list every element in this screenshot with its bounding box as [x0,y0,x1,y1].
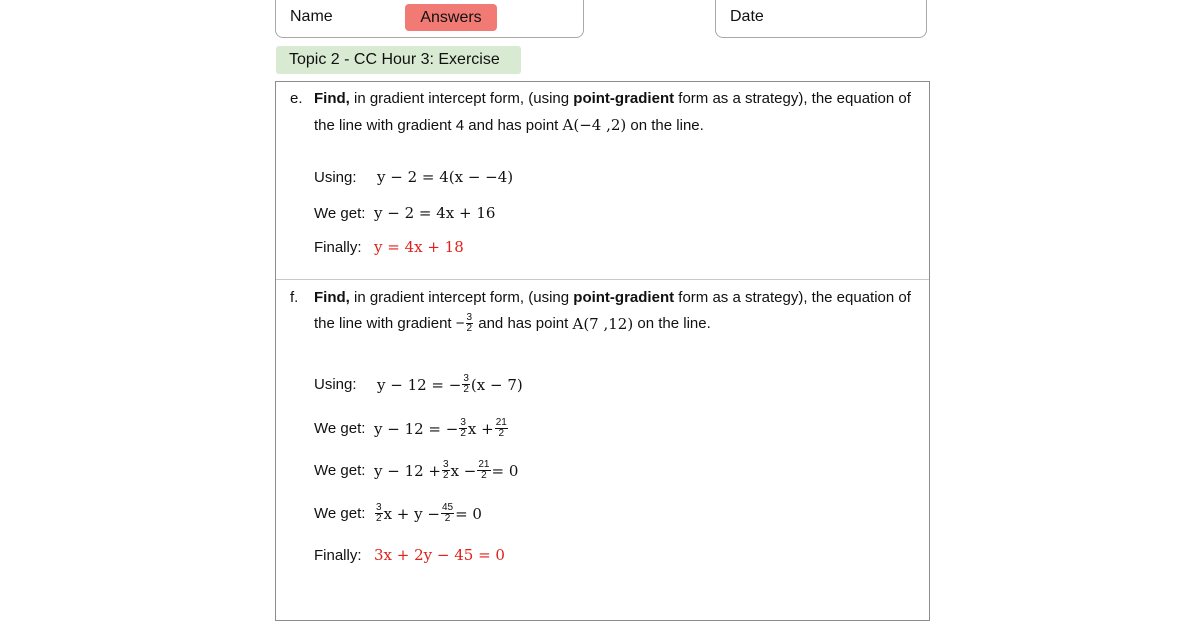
fraction-denominator: 2 [443,470,449,481]
method-keyword: point-gradient [573,90,675,107]
point-expression: A(7 ,12) [572,314,634,333]
fraction [477,460,490,481]
fraction-numerator: 3 [466,312,473,323]
step-we-get [314,418,509,439]
fraction-denominator: 2 [376,513,382,524]
fraction-denominator: 2 [444,513,451,524]
fraction [495,418,508,439]
step-label: Finally: [314,546,362,564]
question-text-line2 [314,116,704,134]
final-answer: 3x + 2y − 45 = 0 [374,546,505,564]
step-expression: y − 12 = − [377,375,462,394]
step-label: Finally: [314,238,362,256]
question-text-line1 [314,289,911,306]
step-expression: = 0 [491,461,519,480]
fraction [459,418,467,439]
find-keyword: Find, [314,289,350,306]
step-expression: y − 2 = 4x + 16 [374,204,496,222]
question-text: form as a strategy), the equation of [674,289,911,306]
gradient-fraction [466,313,474,334]
fraction-denominator: 2 [460,428,466,439]
question-text: the line with gradient − [314,315,465,332]
find-keyword: Find, [314,90,350,107]
fraction-numerator: 3 [463,373,469,384]
step-we-get [314,204,495,222]
exercise-frame [275,81,930,621]
step-using [314,374,523,395]
step-we-get [314,503,482,524]
step-expression: x + y − [383,504,440,523]
fraction [441,503,454,524]
fraction-denominator: 2 [466,323,473,334]
question-text: the line with gradient 4 and has point [314,117,563,134]
step-finally [314,238,464,256]
fraction-numerator: 45 [441,502,454,513]
step-expression: y − 12 = − [374,419,459,438]
fraction [442,460,450,481]
question-text: and has point [474,315,573,332]
question-letter: f. [290,289,299,306]
step-expression: y − 12 + [374,461,442,480]
fraction-denominator: 2 [481,470,487,481]
step-label: Using: [314,376,357,393]
question-letter: e. [290,90,303,107]
question-text: on the line. [633,315,711,332]
question-text: on the line. [626,117,704,134]
question-text: in gradient intercept form, (using [349,90,574,107]
fraction-numerator: 21 [495,417,507,428]
fraction-denominator: 2 [463,384,469,395]
fraction-numerator: 3 [376,502,382,513]
step-finally [314,546,505,564]
step-expression: x + [467,419,494,438]
step-expression: y − 2 = 4(x − −4) [377,168,514,186]
step-expression: (x − 7) [470,375,523,394]
step-label: We get: [314,204,366,222]
fraction-denominator: 2 [498,428,505,439]
step-label: Using: [314,168,357,186]
question-divider [276,279,929,280]
fraction-numerator: 21 [478,459,490,470]
question-text: in gradient intercept form, (using [349,289,574,306]
step-expression: x − [450,461,477,480]
fraction [375,503,383,524]
method-keyword: point-gradient [573,289,675,306]
fraction-numerator: 3 [460,417,466,428]
question-text: form as a strategy), the equation of [674,90,911,107]
name-label: Name [290,8,333,25]
point-expression: A(−4 ,2) [562,116,627,134]
final-answer: y = 4x + 18 [374,238,464,256]
topic-title: Topic 2 - CC Hour 3: Exercise [276,46,521,74]
step-we-get [314,460,518,481]
answers-badge: Answers [405,4,497,31]
question-text-line2 [314,313,711,334]
step-expression: = 0 [455,504,482,523]
fraction-numerator: 3 [443,459,449,470]
step-label: We get: [314,420,366,437]
step-label: We get: [314,462,366,479]
date-label: Date [730,8,764,25]
step-label: We get: [314,505,366,522]
fraction [462,374,470,395]
step-using [314,168,513,186]
question-text-line1 [314,90,911,107]
